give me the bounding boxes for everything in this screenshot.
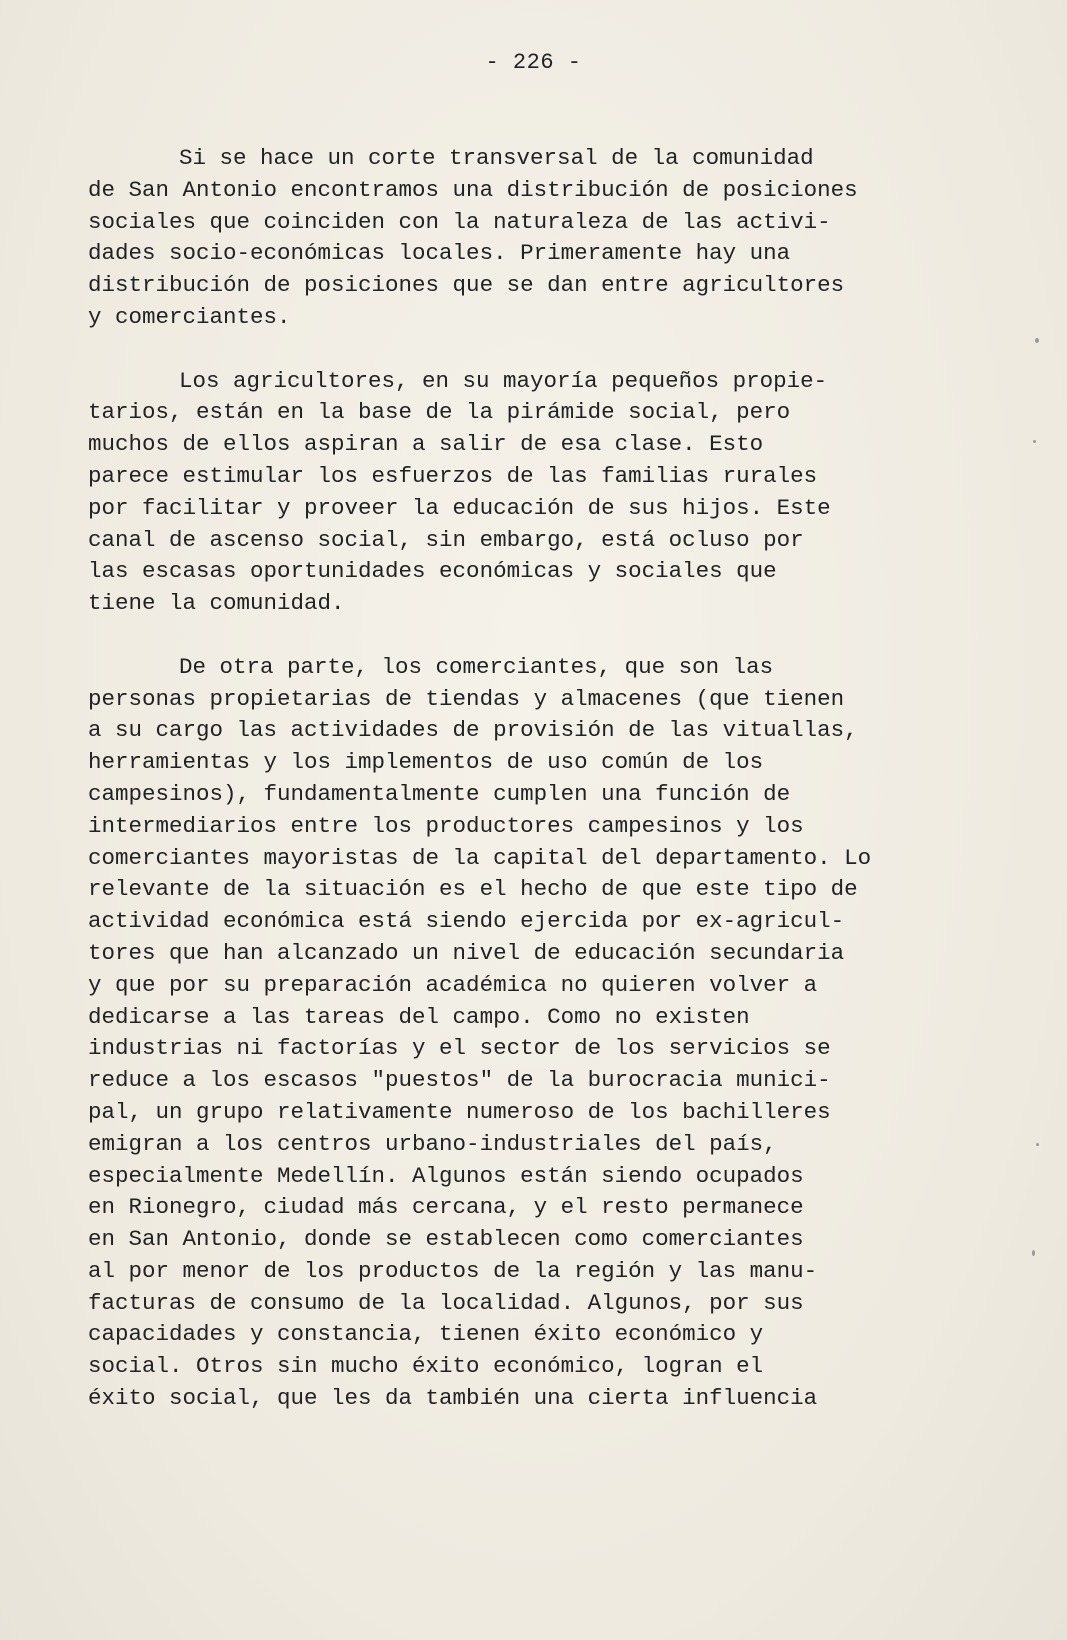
text-line: éxito social, que les da también una cierta influencia xyxy=(88,1385,818,1412)
text-line: herramientas y los implementos de uso común de los xyxy=(88,749,764,776)
text-line: relevante de la situación es el hecho de que este tipo de xyxy=(88,876,858,903)
text-line: parece estimular los esfuerzos de las familias rurales xyxy=(88,462,818,489)
text-line: campesinos), fundamentalmente cumplen una función de xyxy=(88,780,791,807)
paper-speck xyxy=(1032,1250,1035,1256)
text-line: en San Antonio, donde se establecen como comerciantes xyxy=(88,1226,804,1253)
text-line: comerciantes mayoristas de la capital del departamento. Lo xyxy=(88,844,872,871)
text-line: especialmente Medellín. Algunos están siendo ocupados xyxy=(88,1162,804,1189)
text-line: a su cargo las actividades de provisión de las vituallas, xyxy=(88,717,858,744)
text-line: y que por su preparación académica no quieren volver a xyxy=(88,971,818,998)
text-line: muchos de ellos aspiran a salir de esa clase. Esto xyxy=(88,431,764,458)
body-text xyxy=(88,143,988,1415)
text-line: industrias ni factorías y el sector de los servicios se xyxy=(88,1035,831,1062)
paper-speck xyxy=(1036,1143,1039,1146)
text-line: de San Antonio encontramos una distribución de posiciones xyxy=(88,176,858,203)
text-line: personas propietarias de tiendas y almacenes (que tienen xyxy=(88,685,845,712)
text-line: las escasas oportunidades económicas y sociales que xyxy=(88,558,777,585)
text-line: tiene la comunidad. xyxy=(88,590,345,617)
text-line: distribución de posiciones que se dan entre agricultores xyxy=(88,272,845,299)
text-line: dades socio-económicas locales. Primeramente hay una xyxy=(88,240,791,267)
text-line: pal, un grupo relativamente numeroso de los bachilleres xyxy=(88,1098,831,1125)
text-line: emigran a los centros urbano-industriales del país, xyxy=(88,1130,777,1157)
text-line: canal de ascenso social, sin embargo, está ocluso por xyxy=(88,526,804,553)
text-line: al por menor de los productos de la región y las manu- xyxy=(88,1257,818,1284)
paragraph xyxy=(88,652,988,1415)
text-line: reduce a los escasos "puestos" de la burocracia munici- xyxy=(88,1067,831,1094)
text-line: tarios, están en la base de la pirámide social, pero xyxy=(88,399,791,426)
text-line: Si se hace un corte transversal de la comunidad xyxy=(179,145,814,171)
paragraph xyxy=(88,143,988,334)
text-line: social. Otros sin mucho éxito económico, logran el xyxy=(88,1353,764,1380)
text-line: en Rionegro, ciudad más cercana, y el resto permanece xyxy=(88,1194,804,1221)
paragraph xyxy=(88,366,988,620)
text-line: Los agricultores, en su mayoría pequeños propie- xyxy=(179,367,828,394)
text-line: facturas de consumo de la localidad. Algunos, por sus xyxy=(88,1289,804,1316)
text-line: tores que han alcanzado un nivel de educación secundaria xyxy=(88,939,845,966)
text-line: por facilitar y proveer la educación de sus hijos. Este xyxy=(88,494,831,521)
text-line: sociales que coinciden con la naturaleza de las activi- xyxy=(88,208,831,235)
paper-speck xyxy=(1033,440,1036,443)
page-number: - 226 - xyxy=(485,50,582,75)
text-line: capacidades y constancia, tienen éxito económico y xyxy=(88,1321,764,1348)
paper-speck xyxy=(1035,338,1039,343)
text-line: intermediarios entre los productores campesinos y los xyxy=(88,812,804,839)
text-line: dedicarse a las tareas del campo. Como no existen xyxy=(88,1003,750,1030)
text-line: y comerciantes. xyxy=(88,303,291,330)
text-line: actividad económica está siendo ejercida por ex-agricul- xyxy=(88,908,845,935)
text-line: De otra parte, los comerciantes, que son las xyxy=(179,653,774,680)
